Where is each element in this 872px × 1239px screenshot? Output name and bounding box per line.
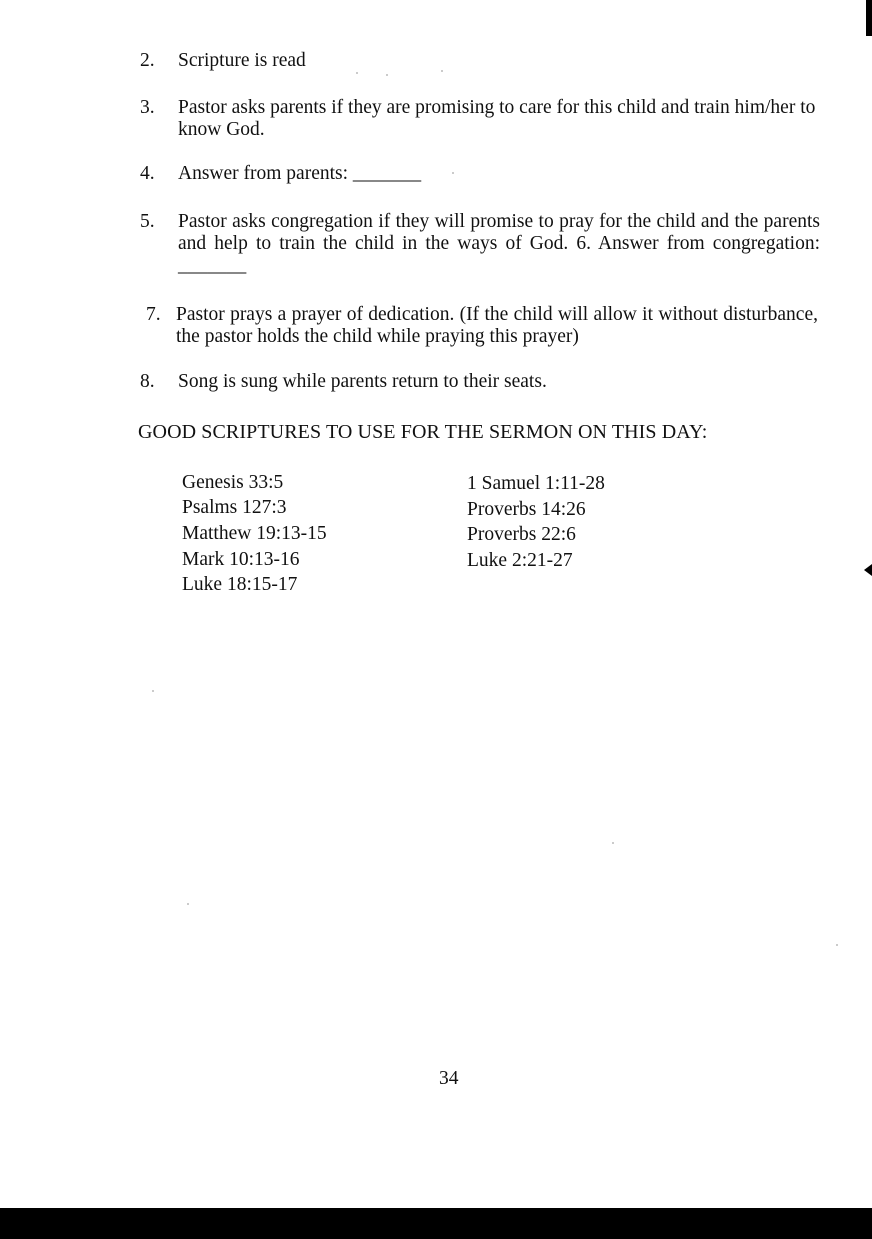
item-text: Pastor asks parents if they are promising to care for this child and train him/her to know God. bbox=[178, 97, 816, 140]
scripture-reference: Psalms 127:3 bbox=[182, 497, 287, 518]
scan-speck bbox=[187, 903, 189, 905]
scan-speck bbox=[612, 842, 614, 844]
scripture-reference: Mark 10:13-16 bbox=[182, 549, 300, 570]
item-text: Answer from parents: _______ bbox=[178, 163, 422, 184]
item-number: 4. bbox=[140, 163, 155, 184]
scan-speck bbox=[836, 944, 838, 946]
list-item bbox=[140, 163, 830, 187]
scan-bottom-border bbox=[0, 1208, 872, 1239]
scan-speck bbox=[152, 690, 154, 692]
list-item bbox=[140, 211, 830, 279]
item-text: Song is sung while parents return to their seats. bbox=[178, 371, 547, 392]
item-text: Pastor asks congregation if they will promise to pray for the child and the parents and help to train the child in the ways of God. 6. Answer from congregation: _______ bbox=[178, 211, 820, 276]
scripture-reference: Luke 2:21-27 bbox=[467, 550, 573, 571]
scan-speck bbox=[441, 70, 443, 72]
item-number: 8. bbox=[140, 371, 155, 392]
item-text: Scripture is read bbox=[178, 50, 306, 71]
scan-edge-top-right bbox=[866, 0, 872, 36]
scan-speck bbox=[452, 172, 454, 174]
scripture-reference: Genesis 33:5 bbox=[182, 472, 284, 493]
scripture-reference: Matthew 19:13-15 bbox=[182, 523, 327, 544]
scripture-reference: Proverbs 14:26 bbox=[467, 499, 586, 520]
scripture-reference: Proverbs 22:6 bbox=[467, 524, 576, 545]
page-number: 34 bbox=[439, 1068, 459, 1089]
item-text: Pastor prays a prayer of dedication. (If the child will allow it without disturbance, the pastor holds the child while praying this prayer) bbox=[176, 304, 818, 347]
list-item bbox=[140, 97, 830, 143]
list-item bbox=[140, 50, 830, 74]
list-item bbox=[146, 304, 836, 350]
item-number: 3. bbox=[140, 97, 155, 118]
scripture-reference: Luke 18:15-17 bbox=[182, 574, 298, 595]
scripture-reference: 1 Samuel 1:11-28 bbox=[467, 473, 605, 494]
scan-speck bbox=[356, 72, 358, 74]
scan-speck bbox=[386, 74, 388, 76]
item-number: 2. bbox=[140, 50, 155, 71]
item-number: 5. bbox=[140, 211, 155, 232]
item-number: 7. bbox=[146, 304, 161, 325]
section-heading: GOOD SCRIPTURES TO USE FOR THE SERMON ON THIS DAY: bbox=[138, 421, 708, 443]
list-item bbox=[140, 371, 830, 395]
scan-margin-mark bbox=[864, 564, 872, 576]
